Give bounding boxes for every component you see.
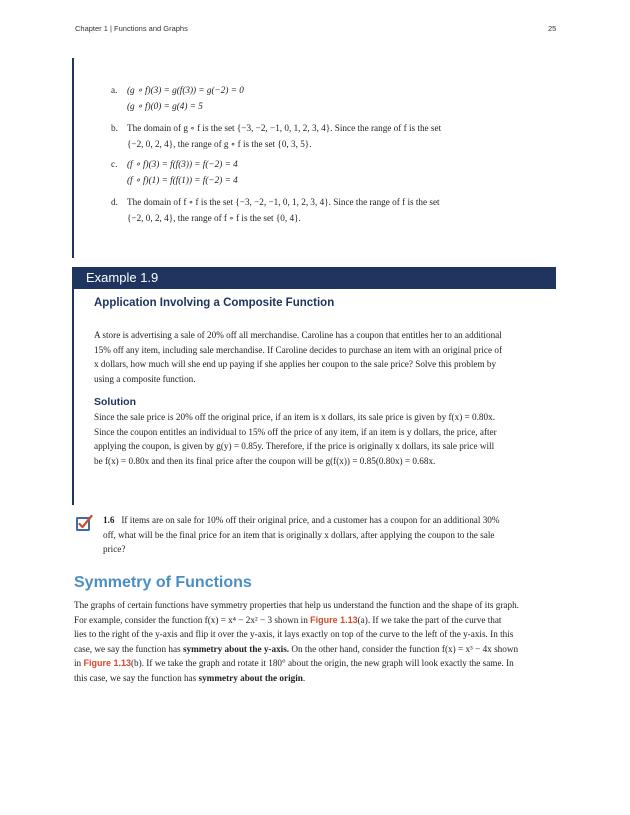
problem-line: using a composite function. (94, 373, 196, 384)
problem-line: A store is advertising a sale of 20% off all merchandise. Caroline has a coupon that entitles her to an additional (94, 330, 502, 340)
section-paragraph (74, 598, 560, 685)
checkpoint-line: off, what will be the final price for an item that is originally x dollars, after applying the coupon to the sale (103, 529, 495, 540)
figure-link[interactable]: Figure 1.13 (310, 614, 358, 625)
section-line: lies to the right of the y-axis and flip it over the y-axis, it lays exactly on top of the curve to the left of the y-axis. In this (74, 629, 514, 639)
solution-label: d. (111, 197, 118, 207)
solution-text-line: applying the coupon, is given by g(y) = 0.85y. Therefore, if the price is originally x dollars, its sale price will (94, 441, 495, 451)
previous-solution-block (72, 58, 558, 258)
solution-text-line: be f(x) = 0.80x and then its final price after the coupon will be g(f(x)) = 0.85(0.80x) = 0.68x. (94, 455, 436, 466)
example-problem (94, 328, 544, 386)
solution-label: c. (111, 159, 118, 169)
section-text: For example, consider the function f(x) = x⁴ − 2x² − 3 shown in (74, 614, 311, 625)
solution-label: a. (111, 85, 118, 95)
page-number: 25 (548, 24, 557, 33)
checkpoint-text (103, 513, 553, 557)
solution-label: b. (111, 123, 118, 133)
solution-line: {−2, 0, 2, 4}, the range of f ∘ f is the set {0, 4}. (127, 213, 301, 223)
example-subtitle: Application Involving a Composite Function (94, 297, 335, 309)
example-title-bar: Example 1.9 (74, 267, 556, 289)
solution-text-line: Since the sale price is 20% off the original price, if an item is x dollars, its sale price is given by f(x) = 0.80x. (94, 412, 495, 422)
solution-line: The domain of f ∘ f is the set {−3, −2, −1, 0, 1, 2, 3, 4}. Since the range of f is the set (127, 197, 440, 207)
solution-line: (f ∘ f)(3) = f(f(3)) = f(−2) = 4 (127, 159, 238, 169)
solution-line: (g ∘ f)(0) = g(4) = 5 (127, 101, 203, 111)
section-line: The graphs of certain functions have symmetry properties that help us understand the function and the shape of its graph. (74, 600, 519, 610)
section-text: . (302, 672, 306, 683)
chapter-header: Chapter 1 | Functions and Graphs (75, 24, 188, 33)
checkpoint-line: If items are on sale for 10% off their original price, and a customer has a coupon for an additional 30% (121, 515, 500, 525)
solution-line: {−2, 0, 2, 4}, the range of g ∘ f is the set {0, 3, 5}. (127, 139, 312, 149)
checkpoint-line: price? (103, 544, 126, 554)
solution-heading: Solution (94, 396, 136, 408)
section-text: (a). If we take the part of the curve that (357, 614, 502, 625)
checkpoint-number: 1.6 (103, 515, 115, 525)
section-text: On the other hand, consider the function f(x) = x³ − 4x shown (289, 643, 519, 654)
checkpoint-icon (75, 514, 93, 532)
section-text: (b). If we take the graph and rotate it 180° about the origin, the new graph will look exactly the same. In (130, 658, 514, 668)
solution-line: (g ∘ f)(3) = g(f(3)) = g(−2) = 0 (127, 85, 244, 95)
solution-text-line: Since the coupon entitles an individual to 15% off the price of any item, if an item is y dollars, the price, after (94, 426, 497, 437)
section-text: in (74, 658, 84, 668)
solution-line: The domain of g ∘ f is the set {−3, −2, −1, 0, 1, 2, 3, 4}. Since the range of f is the set (127, 123, 442, 133)
term-bold: symmetry about the y-axis. (182, 643, 290, 654)
problem-line: 15% off any item, including sale merchandise. If Caroline decides to purchase an item with an original price of (94, 344, 503, 355)
section-text: case, we say the function has (74, 643, 183, 654)
figure-link[interactable]: Figure 1.13 (83, 658, 131, 668)
term-bold: symmetry about the origin (198, 672, 303, 683)
section-title: Symmetry of Functions (74, 574, 252, 591)
example-solution (94, 410, 549, 468)
section-text: this case, we say the function has (74, 672, 199, 683)
problem-line: x dollars, how much will she end up paying if she applies her coupon to the sale price? Solve this problem by (94, 359, 497, 369)
solution-line: (f ∘ f)(1) = f(f(1)) = f(−2) = 4 (127, 175, 238, 185)
